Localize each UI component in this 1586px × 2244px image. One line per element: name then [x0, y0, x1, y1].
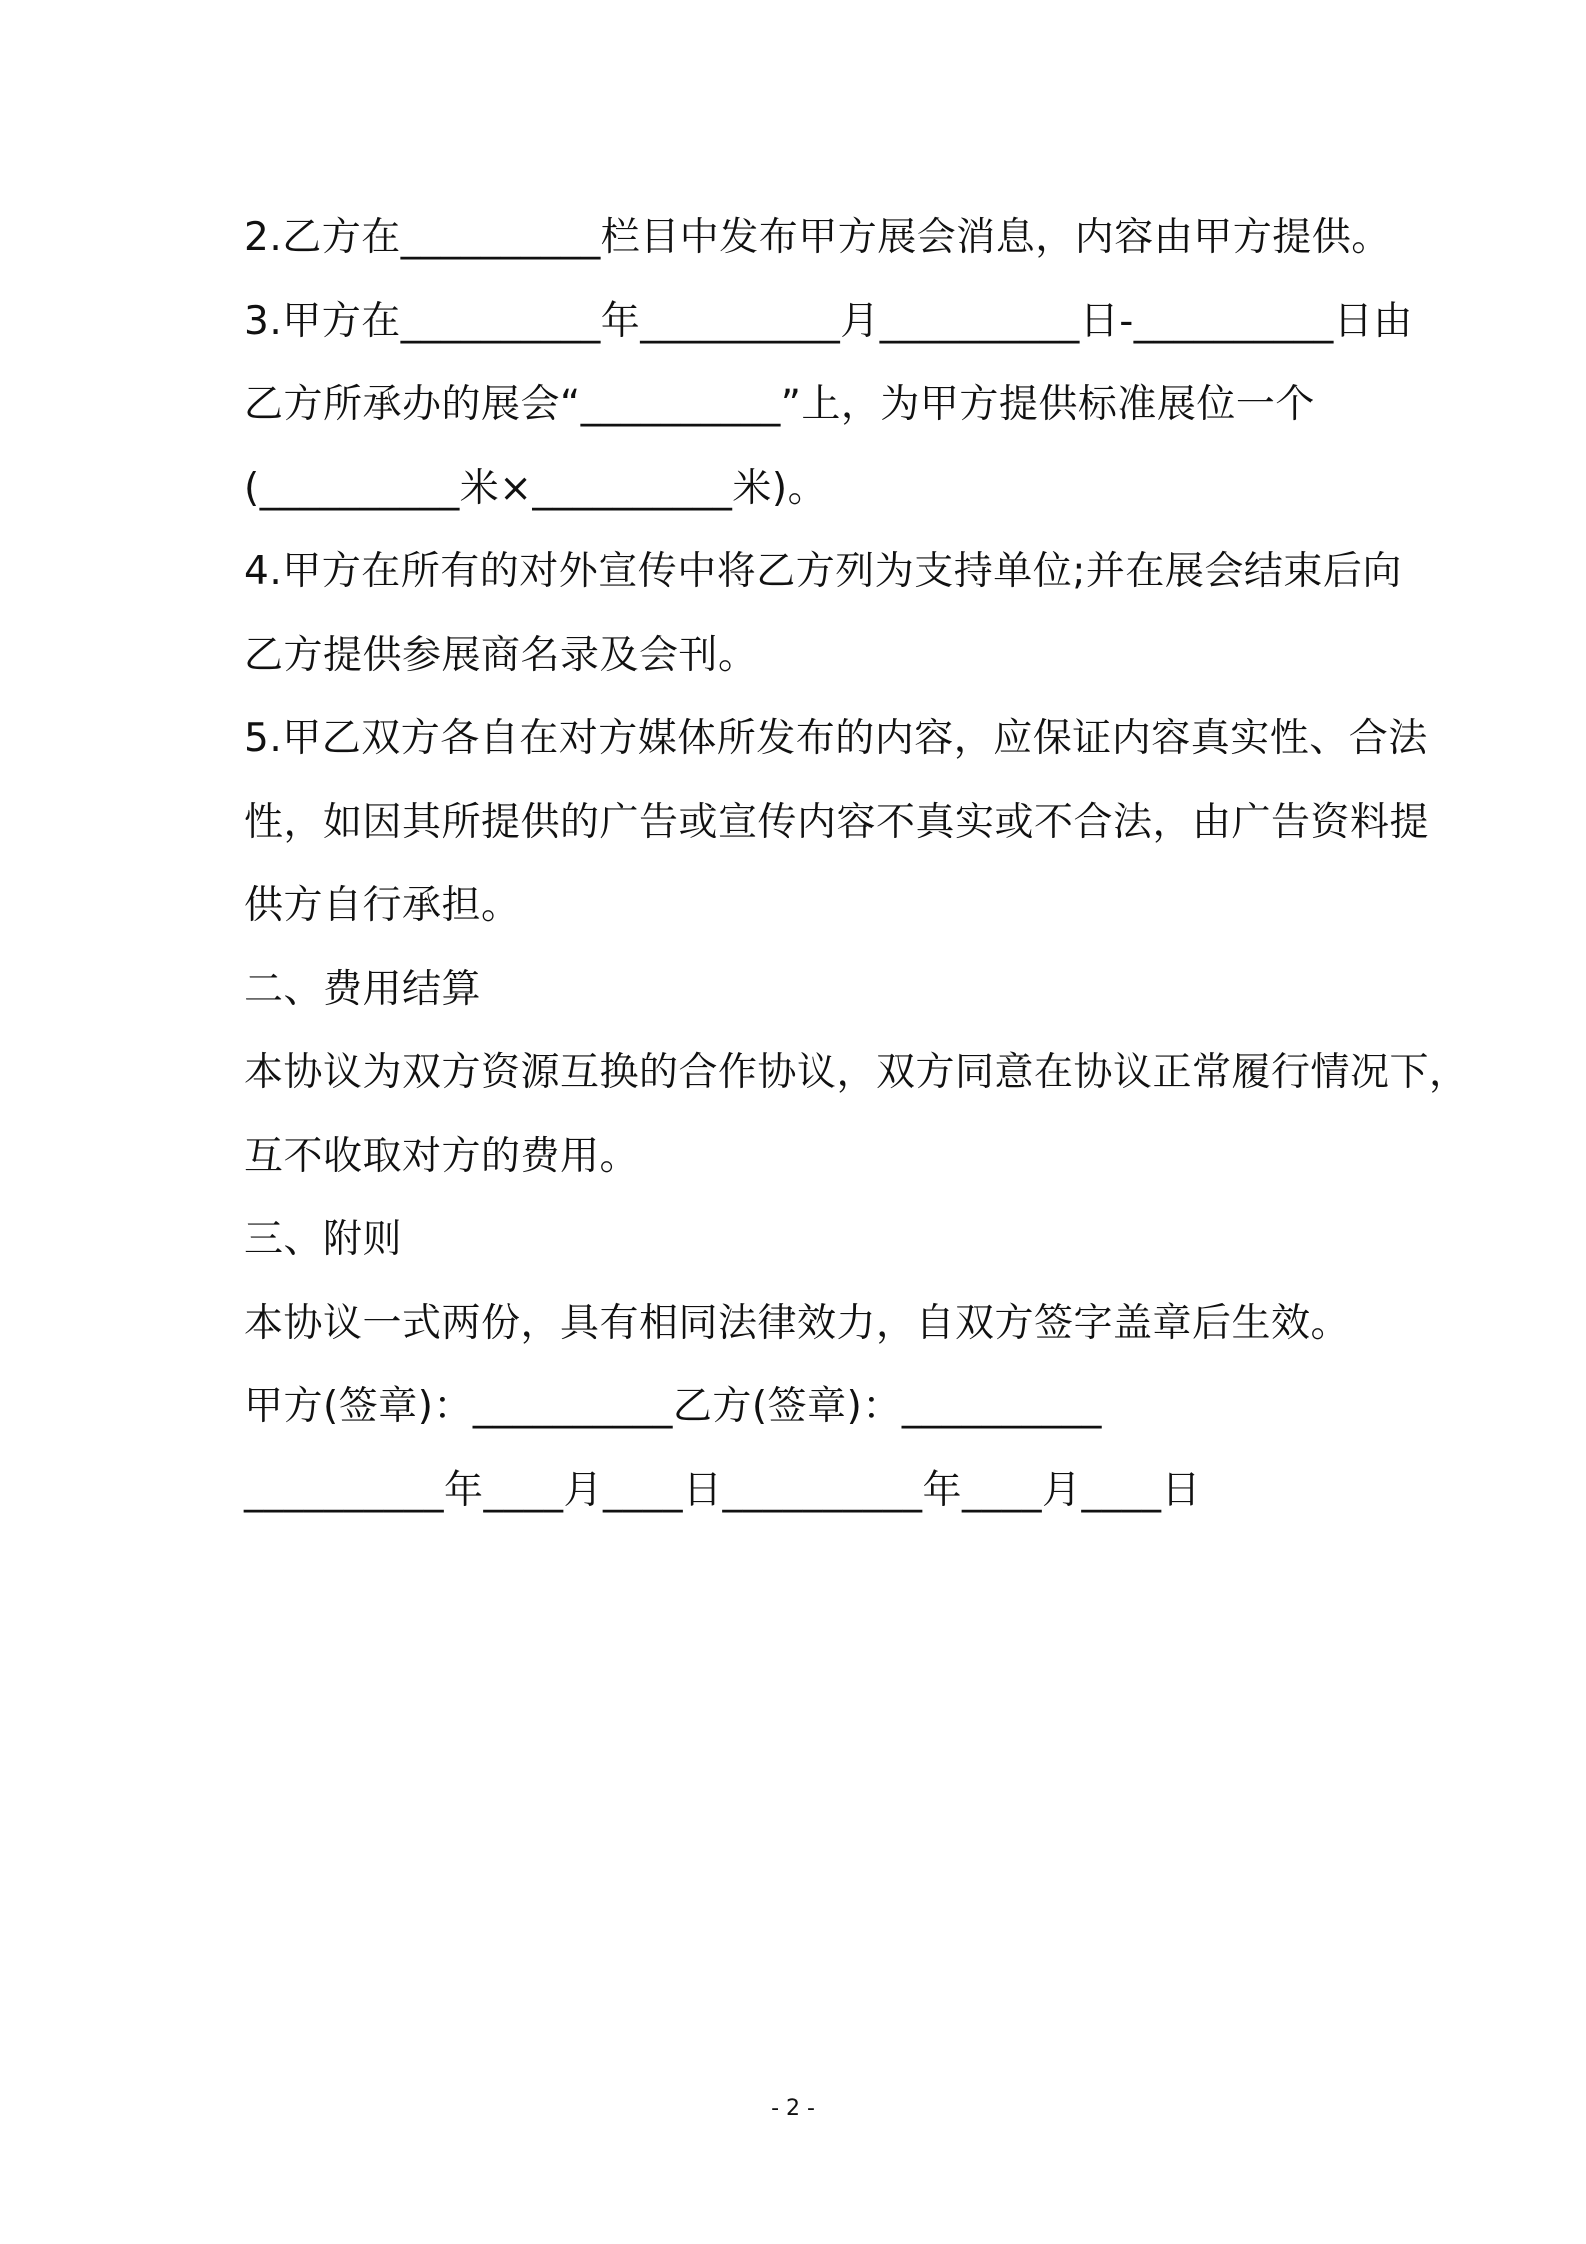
document-body: [244, 196, 1469, 1532]
clause-4-line-2: 乙方提供参展商名录及会刊。: [244, 632, 758, 678]
clause-3-line-2: 乙方所承办的展会“__________”上，为甲方提供标准展位一个: [244, 382, 1315, 427]
fee-clause-line-1: 本协议为双方资源互换的合作协议，双方同意在协议正常履行情况下，: [244, 1050, 1469, 1095]
clause-5-line-1: 5.甲乙双方各自在对方媒体所发布的内容，应保证内容真实性、合法: [244, 716, 1428, 761]
date-line: __________年____月____日__________年____月____日: [244, 1467, 1202, 1513]
clause-3-line-1: 3.甲方在__________年__________月__________日-__________日由: [244, 298, 1413, 344]
supplementary-clause: 本协议一式两份，具有相同法律效力，自双方签字盖章后生效。: [244, 1300, 1351, 1346]
clause-3-line-3: (__________米×__________米)。: [244, 465, 828, 511]
clause-2-line-1: 2.乙方在__________栏目中发布甲方展会消息，内容由甲方提供。: [244, 215, 1391, 260]
clause-5-line-2: 性，如因其所提供的广告或宣传内容不真实或不合法，由广告资料提: [244, 799, 1430, 845]
clause-4-line-1: 4.甲方在所有的对外宣传中将乙方列为支持单位;并在展会结束后向: [244, 549, 1402, 594]
clause-5-line-3: 供方自行承担。: [244, 883, 521, 928]
section-heading-supplementary: 三、附则: [244, 1217, 403, 1262]
page-number: - 2 -: [771, 2096, 815, 2121]
section-heading-fee-settlement: 二、费用结算: [244, 966, 482, 1012]
signature-line: 甲方(签章)：__________乙方(签章)：__________: [244, 1384, 1102, 1429]
fee-clause-line-2: 互不收取对方的费用。: [244, 1133, 640, 1179]
